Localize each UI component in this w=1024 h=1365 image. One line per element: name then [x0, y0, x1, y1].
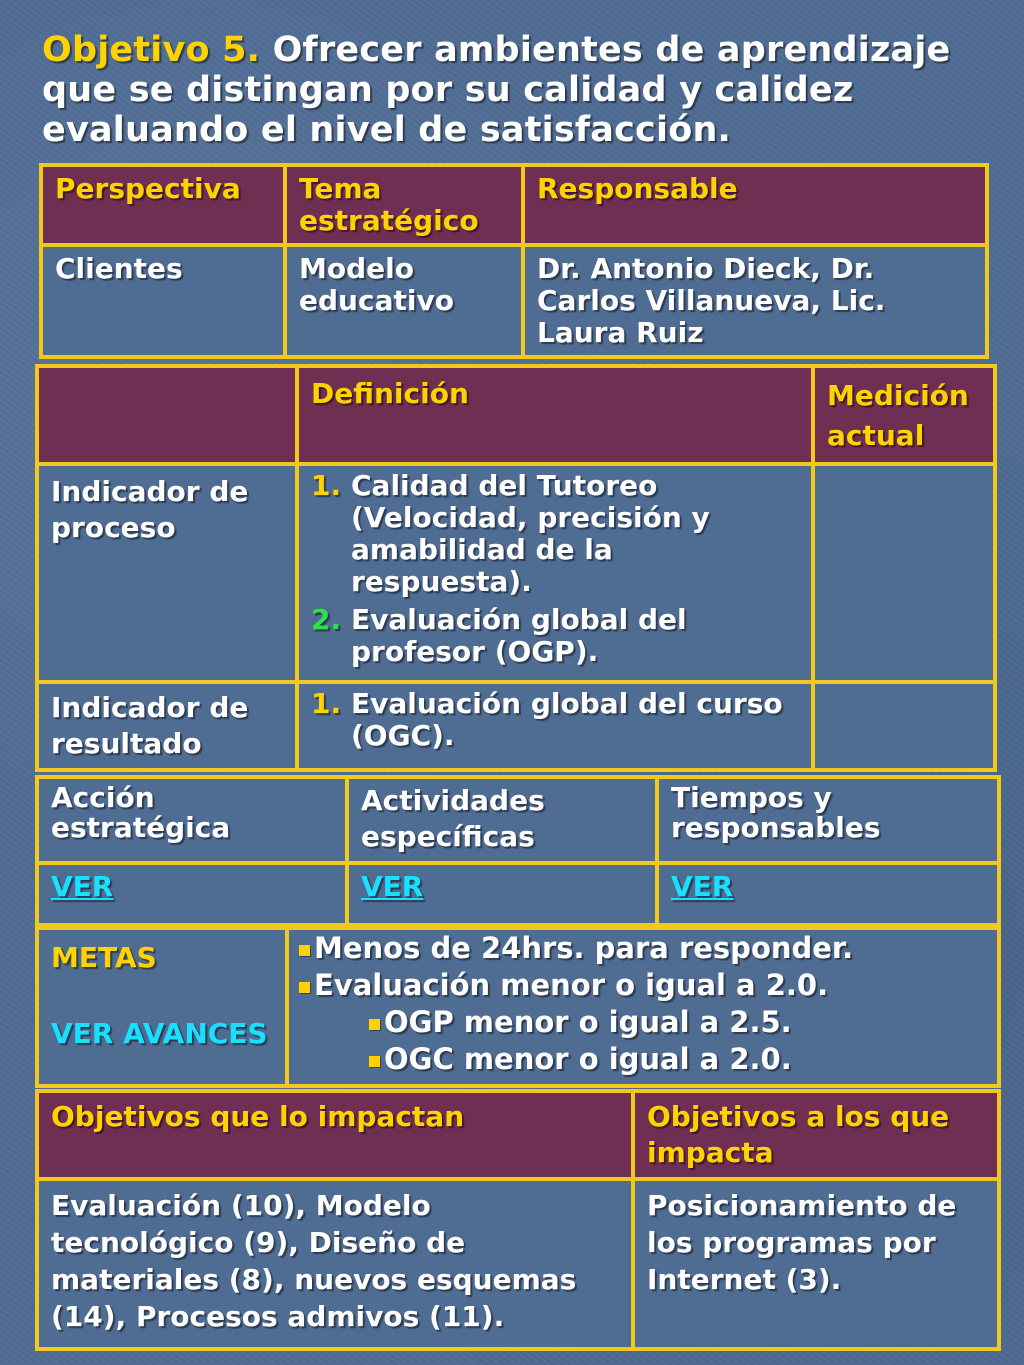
- goal-text: Evaluación menor o igual a 2.0.: [314, 968, 829, 1002]
- header-tiempos: Tiempos y responsables: [659, 779, 997, 861]
- header-objetivos-impactan: Objetivos que lo impactan: [39, 1093, 631, 1177]
- bullet-square-icon: [299, 982, 310, 993]
- header-blank: [39, 368, 295, 462]
- cell-objetivos-impactan: Evaluación (10), Modelo tecnológico (9), Diseño de materiales (8), nuevos esquemas (14), Procesos admivos (11).: [39, 1181, 631, 1347]
- process-definition: [299, 466, 811, 680]
- process-list: [311, 470, 799, 668]
- label-process-indicator: Indicador de proceso: [39, 466, 295, 680]
- metas-label: METAS: [51, 941, 157, 974]
- cell-perspectiva: Clientes: [43, 247, 283, 355]
- list-item: [311, 688, 799, 752]
- header-medicion: Medición actual: [815, 368, 993, 462]
- cell-objetivos-impacta: Posicionamiento de los programas por Internet (3).: [635, 1181, 997, 1347]
- goal-subitem: [299, 1004, 985, 1041]
- cell-accion-link: [39, 865, 345, 923]
- list-text: Calidad del Tutoreo (Velocidad, precisión y amabilidad de la respuesta).: [351, 469, 710, 598]
- header-perspectiva: Perspectiva: [43, 167, 283, 243]
- goal-item: [299, 930, 985, 967]
- cell-responsable: Dr. Antonio Dieck, Dr. Carlos Villanueva, Lic. Laura Ruiz: [525, 247, 985, 355]
- goals-label-cell: [39, 930, 285, 1084]
- list-number: 1.: [311, 687, 342, 720]
- slide-title: [42, 30, 1002, 150]
- list-text: Evaluación global del profesor (OGP).: [351, 603, 687, 668]
- header-tema: Tema estratégico: [287, 167, 521, 243]
- ver-accion-link[interactable]: VER: [51, 870, 114, 903]
- header-accion: Acción estratégica: [39, 779, 345, 861]
- ver-avances-link[interactable]: VER AVANCES: [51, 1017, 268, 1050]
- bullet-square-icon: [369, 1056, 380, 1067]
- goal-text: OGC menor o igual a 2.0.: [384, 1042, 792, 1076]
- header-objetivos-impacta: Objetivos a los que impacta: [635, 1093, 997, 1177]
- objectives-table: [35, 1089, 1001, 1351]
- header-actividades: Actividades específicas: [349, 779, 655, 861]
- perspective-table: [39, 163, 989, 359]
- goals-table: [35, 926, 1001, 1088]
- bullet-square-icon: [369, 1019, 380, 1030]
- header-responsable: Responsable: [525, 167, 985, 243]
- cell-tiempos-link: [659, 865, 997, 923]
- ver-actividades-link[interactable]: VER: [361, 870, 424, 903]
- title-lead: Objetivo 5.: [42, 30, 261, 70]
- cell-tema: Modelo educativo: [287, 247, 521, 355]
- result-list: [311, 688, 799, 752]
- list-number: 2.: [311, 603, 342, 636]
- indicators-table: [35, 364, 997, 772]
- list-item: [311, 470, 799, 598]
- goal-item: [299, 967, 985, 1004]
- ver-tiempos-link[interactable]: VER: [671, 870, 734, 903]
- process-measurement: [815, 466, 993, 680]
- header-definicion: Definición: [299, 368, 811, 462]
- goal-text: OGP menor o igual a 2.5.: [384, 1005, 792, 1039]
- list-number: 1.: [311, 469, 342, 502]
- goals-list-cell: [289, 930, 997, 1084]
- goal-text: Menos de 24hrs. para responder.: [314, 931, 854, 965]
- label-result-indicator: Indicador de resultado: [39, 684, 295, 768]
- cell-actividades-link: [349, 865, 655, 923]
- title-text: Ofrecer ambientes de aprendizaje que se distingan por su calidad y calidez evaluando el nivel de satisfacción.: [42, 30, 951, 150]
- actions-table: [35, 775, 1001, 927]
- goal-subitem: [299, 1041, 985, 1078]
- list-item: [311, 604, 799, 668]
- bullet-square-icon: [299, 945, 310, 956]
- list-text: Evaluación global del curso (OGC).: [351, 687, 783, 752]
- result-measurement: [815, 684, 993, 768]
- result-definition: [299, 684, 811, 768]
